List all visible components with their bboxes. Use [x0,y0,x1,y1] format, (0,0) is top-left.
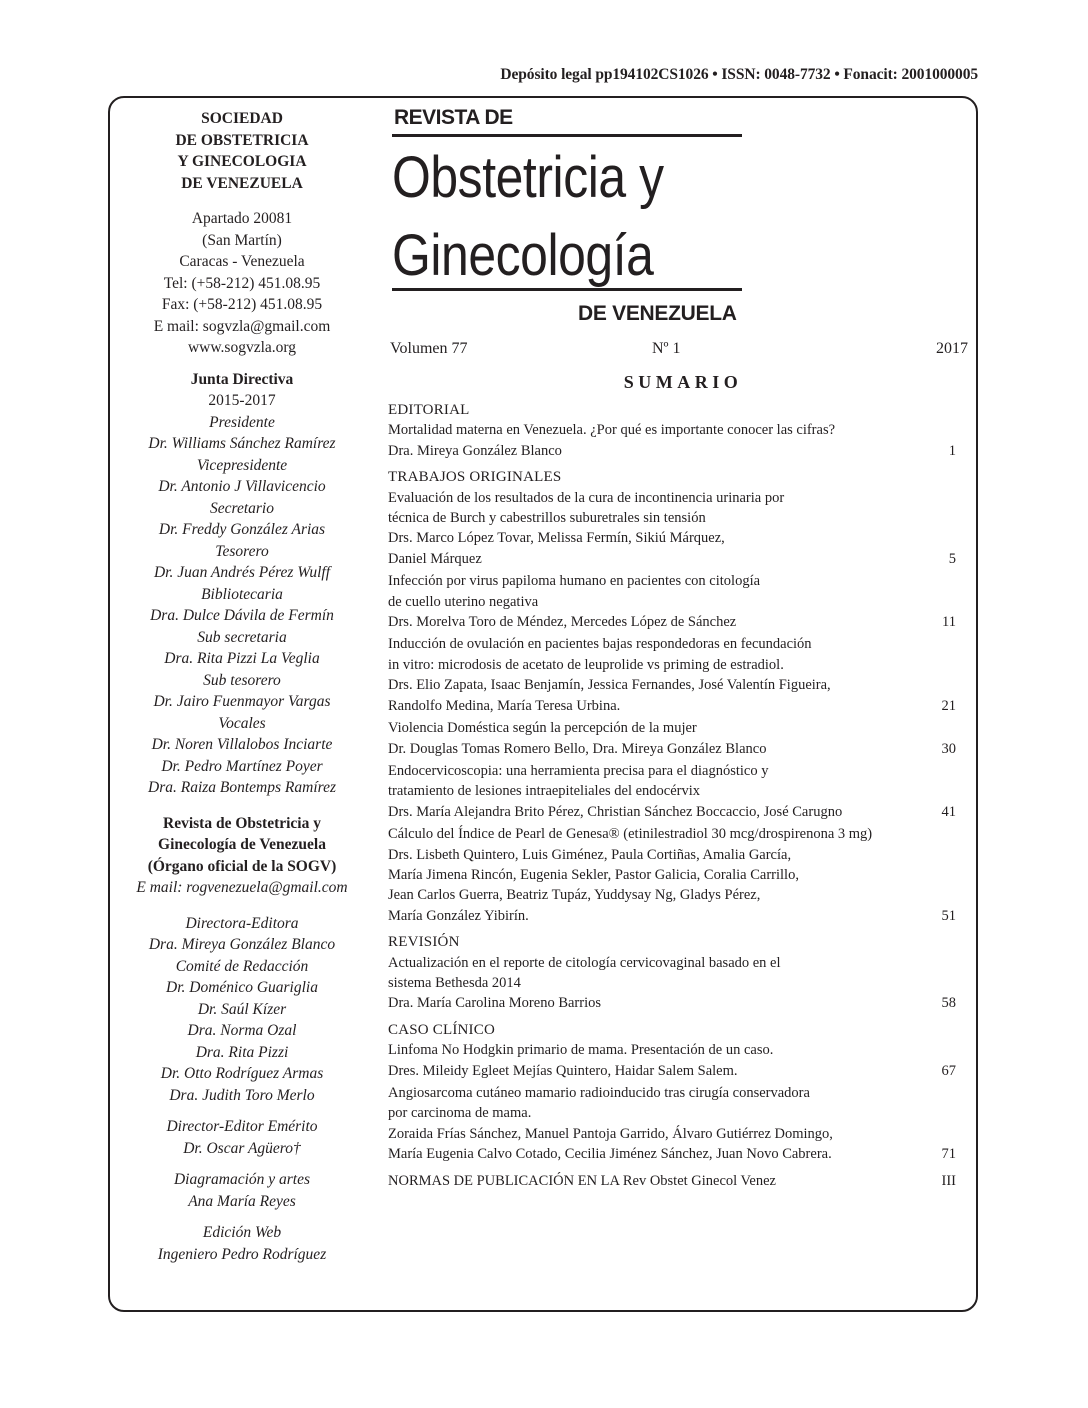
toc-entry[interactable] [388,488,968,570]
design-credit: Diagramación y artes Ana María Reyes [173,1171,311,1210]
toc-entry[interactable] [388,420,968,461]
board-member-name: Dr. Williams Sánchez Ramírez [148,435,336,452]
board-member-name: Dra. Raiza Bontemps Ramírez [148,779,336,796]
editor-name: Dra. Mireya González Blanco [148,936,336,953]
society-website: www.sogvzla.org [187,339,297,356]
toc-entry-line: técnica de Burch y cabestrillos suburetrales sin tensión [388,510,706,527]
toc-page-number: 21 [941,697,956,714]
toc-entry-line: Dra. María Carolina Moreno Barrios [388,995,602,1012]
toc-entry[interactable] [388,634,968,716]
masthead-title-line1: Obstetricia y [392,145,664,210]
toc-page-number: 67 [941,1062,956,1079]
toc-entry-line: Drs. Elio Zapata, Isaac Benjamín, Jessica Fernandes, José Valentín Figueira, [388,677,831,694]
toc-page-number: III [941,1172,956,1189]
board-members [116,412,368,799]
editor-role: Directora-Editora [185,914,299,932]
toc-entry-line: Dr. Douglas Tomas Romero Bello, Dra. Mireya González Blanco [388,740,767,757]
toc-entry-line: Daniel Márquez [388,550,482,567]
masthead-de-venezuela: DE VENEZUELA [578,302,737,325]
board-member-name: Dr. Antonio J Villavicencio [158,478,326,495]
editor-name: Dr. Doménico Guariglia [166,979,318,996]
board-role: Vocales [218,714,266,732]
board-member-name: Dra. Dulce Dávila de Fermín [150,607,334,624]
toc-section-heading: CASO CLÍNICO [388,1021,495,1038]
issue-number: Nº 1 [652,340,681,357]
toc-entry-line: Actualización en el reporte de citología cervicovaginal basado en el [388,954,781,971]
toc-entry-line: Cálculo del Índice de Pearl de Genesa® (etinilestradiol 30 mcg/drospirenona 3 mg) [388,826,873,843]
toc-page-number: 5 [948,550,956,567]
toc-entry[interactable] [388,571,968,632]
toc-entry-line: por carcinoma de mama. [388,1105,532,1122]
toc-entry-line: Violencia Doméstica según la percepción de la mujer [388,720,697,737]
toc-page-number: 71 [941,1146,956,1163]
toc-page-number: 11 [942,614,956,631]
society-email: E mail: sogvzla@gmail.com [153,317,331,335]
editor-name: Dr. Saúl Kízer [197,1000,287,1018]
board-role: Tesorero [215,542,269,560]
toc-entry-line: María González Yibirín. [388,907,529,924]
toc-entry[interactable] [388,953,968,1014]
toc-normas-label: NORMAS DE PUBLICACIÓN EN LA Rev Obstet Ginecol Venez [388,1172,776,1189]
editor-name: Dra. Norma Ozal [187,1022,297,1039]
toc-entry-line: Endocervicoscopia: una herramienta precisa para el diagnóstico y [388,762,769,779]
toc-page-number: 41 [941,803,956,820]
board-role: Secretario [210,499,274,517]
toc-entry-line: Drs. María Alejandra Brito Pérez, Christian Sánchez Boccaccio, José Carugno [388,803,843,820]
toc-entry-line: Angiosarcoma cutáneo mamario radioinducido tras cirugía conservadora [388,1085,810,1101]
toc-entry-line: Zoraida Frías Sánchez, Manuel Pantoja Garrido, Álvaro Gutiérrez Domingo, [388,1125,833,1142]
toc-entry-line: Jean Carlos Guerra, Beatriz Tupáz, Yuddysay Ng, Gladys Pérez, [388,887,761,904]
sumario-heading: SUMARIO [623,372,743,392]
board-member-name: Dr. Noren Villalobos Inciarte [151,736,333,753]
legal-deposit-line: Depósito legal pp194102CS1026 • ISSN: 0048-7732 • Fonacit: 2001000005 [500,66,978,83]
toc-entry-line: sistema Bethesda 2014 [388,974,521,991]
toc-entry-line: Randolfo Medina, María Teresa Urbina. [388,697,621,714]
toc-page-number: 1 [948,442,956,459]
editor-name: Dra. Judith Toro Merlo [169,1086,315,1104]
toc-page-number: 58 [941,995,956,1012]
toc-entry-line: Dres. Mileidy Egleet Mejías Quintero, Haidar Salem Salem. [388,1062,738,1079]
toc-entry[interactable] [388,718,968,759]
toc-entry-line: Drs. Lisbeth Quintero, Luis Giménez, Paula Cortiñas, Amalia García, [388,846,792,863]
toc-entry-line: María Jimena Rincón, Eugenia Sekler, Pastor Galicia, Coralia Carrillo, [388,866,799,883]
journal-email: E mail: rogvenezuela@gmail.com [136,879,348,896]
toc-entry-line: Drs. Marco López Tovar, Melissa Fermín, Sikiú Márquez, [388,530,725,547]
issue-year: 2017 [936,340,968,357]
board-role: Dr. Pedro Martínez Poyer [161,757,323,775]
toc-entry[interactable] [388,824,968,926]
toc-entry-line: Infección por virus papiloma humano en pacientes con citología [388,573,761,590]
toc-entry-line: Inducción de ovulación en pacientes bajas respondedoras en fecundación [388,636,812,653]
toc-section-heading: REVISIÓN [388,934,460,951]
masthead-bottom-rule [392,288,742,291]
toc-page-number: 30 [941,740,956,757]
emeritus-editor: Director-Editor Emérito Dr. Oscar Agüero† [166,1118,318,1157]
issue-volume: Volumen 77 [390,340,468,357]
board-role: Sub secretaria [197,628,287,646]
society-name: SOCIEDAD DE OBSTETRICIA Y GINECOLOGIA DE VENEZUELA [175,110,309,192]
toc-page-number: 51 [941,907,956,924]
editor-name: Dr. Otto Rodríguez Armas [160,1065,324,1082]
journal-info: Revista de Obstetricia y Ginecología de Venezuela (Órgano oficial de la SOGV) E mail: rogvenezuela@gmail.com [116,813,368,899]
board-role: Presidente [209,413,275,431]
editorial-committee [116,913,368,1107]
table-of-contents [388,400,968,1193]
toc-section-heading: EDITORIAL [388,402,470,418]
toc-entry[interactable] [388,761,968,822]
board-member-name: Dr. Jairo Fuenmayor Vargas [153,693,331,710]
masthead-title-line2: Ginecología [392,223,654,288]
masthead-revista-de: REVISTA DE [394,106,513,129]
toc-entry[interactable] [388,1083,968,1165]
web-credit: Edición Web Ingeniero Pedro Rodríguez [157,1224,327,1263]
toc-entry-line: Mortalidad materna en Venezuela. ¿Por qué es importante conocer las cifras? [388,422,836,439]
masthead-top-rule [392,134,742,137]
toc-entry-line: de cuello uterino negativa [388,593,539,610]
left-column [116,108,368,1265]
toc-entry-line: Dra. Mireya González Blanco [388,442,562,459]
board-member-name: Dr. Freddy González Arias [158,521,326,538]
toc-entry-line: in vitro: microdosis de acetato de leuprolide vs priming de estradiol. [388,656,784,673]
board-role: Bibliotecaria [201,585,283,603]
toc-normas-entry[interactable] [388,1171,968,1191]
toc-entry-line: Evaluación de los resultados de la cura de incontinencia urinaria por [388,489,785,506]
board-role: Vicepresidente [196,456,288,474]
toc-entry-line: Linfoma No Hodgkin primario de mama. Presentación de un caso. [388,1042,774,1059]
editor-role: Comité de Redacción [175,957,309,975]
toc-entry[interactable] [388,1040,968,1081]
toc-entry-line: Drs. Morelva Toro de Méndez, Mercedes López de Sánchez [388,614,737,631]
toc-entry-line: tratamiento de lesiones intraepiteliales del endocérvix [388,783,701,800]
board-role: Sub tesorero [203,671,281,689]
board-member-name: Dra. Rita Pizzi La Veglia [164,650,320,667]
toc-section-heading: TRABAJOS ORIGINALES [388,469,562,486]
editor-name: Dra. Rita Pizzi [195,1043,289,1061]
society-address: Apartado 20081 (San Martín) Caracas - Venezuela Tel: (+58-212) 451.08.95 Fax: (+58-212) 451.08.95 E mail: sogvzla@gmail.com www.sogvzla.org [116,208,368,359]
toc-entry-line: María Eugenia Calvo Cotado, Cecilia Jiménez Sánchez, Juan Novo Cabrera. [388,1146,832,1163]
board-of-directors: Junta Directiva 2015-2017 Presidente Dr. Williams Sánchez Ramírez Vicepresidente Dr. Antonio J Villavicencio Secretario Dr. Freddy González Arias Tesorero Dr. Juan Andrés Pérez Wulff Bibliotecaria Dra. Dulce Dávila de Fermín Sub secretaria Dra. Rita Pizzi La Veglia Sub tesorero Dr. Jairo Fuenmayor Vargas Vocales Dr. Noren Villalobos Inciarte Dr. Pedro Martínez Poyer Dra. Raiza Bontemps Ramírez [116,369,368,799]
board-member-name: Dr. Juan Andrés Pérez Wulff [153,564,331,581]
